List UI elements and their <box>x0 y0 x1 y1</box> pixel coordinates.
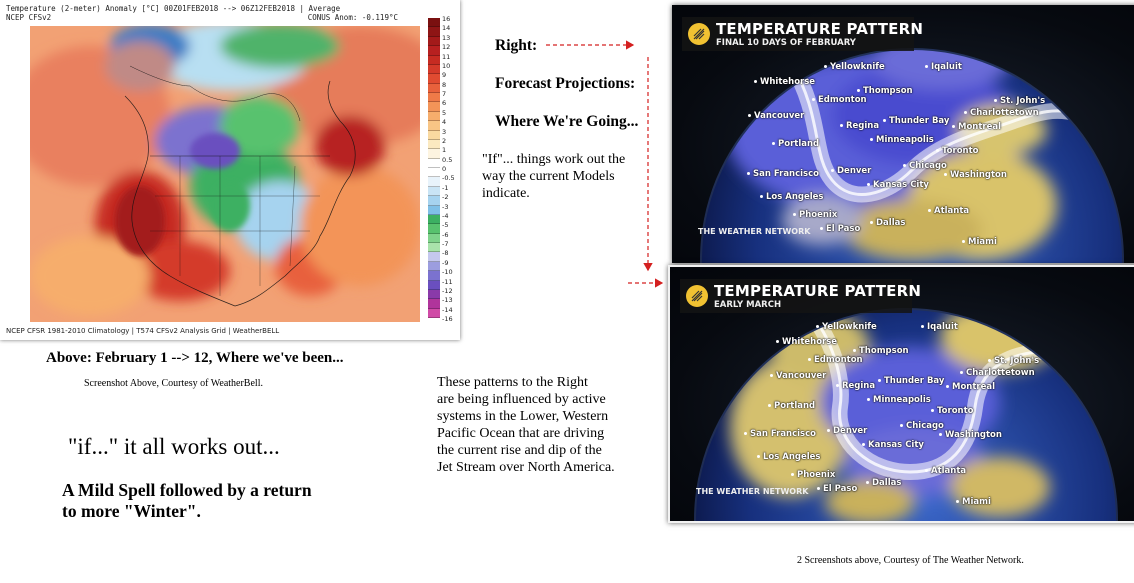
colorbar-tick-label: -7 <box>442 240 449 248</box>
city-label: Whitehorse <box>782 337 838 347</box>
colorbar-swatch <box>428 309 440 318</box>
text-patterns-line-4: Pacific Ocean that are driving <box>437 426 605 441</box>
label-right: Right: <box>495 37 538 54</box>
caption-mild-spell-line-2: to more "Winter". <box>62 501 201 521</box>
city-label: Yellowknife <box>830 62 885 72</box>
colorbar-tick-label: 2 <box>442 136 447 145</box>
colorbar <box>428 18 440 318</box>
colorbar-swatch <box>428 168 440 177</box>
colorbar-tick-label: 12 <box>442 43 451 52</box>
colorbar-swatch <box>428 252 440 261</box>
colorbar-tick-label: 6 <box>442 99 447 108</box>
colorbar-tick-label: -6 <box>442 230 449 239</box>
colorbar-tick-label: -11 <box>442 277 453 286</box>
city-label: Regina <box>842 381 876 391</box>
colorbar-swatch <box>428 196 440 205</box>
colorbar-swatch <box>428 215 440 224</box>
city-label: Miami <box>962 497 991 507</box>
city-label: Minneapolis <box>873 395 931 405</box>
city-label: Montreal <box>958 122 1002 132</box>
colorbar-swatch <box>428 234 440 243</box>
city-label: Los Angeles <box>763 452 821 462</box>
city-label: St. John's <box>1000 96 1046 106</box>
city-label: Chicago <box>906 421 944 431</box>
colorbar-swatch <box>428 65 440 74</box>
colorbar-tick-label: 16 <box>442 15 451 23</box>
colorbar-tick-label: -2 <box>442 193 449 202</box>
text-patterns-line-3: systems in the Lower, Western <box>437 409 609 424</box>
city-label: Washington <box>950 170 1007 180</box>
twn-brand: THE WEATHER NETWORK <box>696 487 809 496</box>
city-label: Charlottetown <box>966 368 1035 378</box>
text-patterns-line-5: the current rise and dip of the <box>437 443 602 458</box>
colorbar-tick-label: -8 <box>442 249 449 258</box>
colorbar-swatch <box>428 131 440 140</box>
city-label: Vancouver <box>776 371 827 381</box>
city-label: Atlanta <box>934 206 970 216</box>
colorbar-tick-label: -4 <box>442 211 449 220</box>
colorbar-tick-label: 0.5 <box>442 155 453 164</box>
colorbar-swatch <box>428 121 440 130</box>
colorbar-swatch <box>428 18 440 27</box>
city-label: Dallas <box>872 478 902 488</box>
cfs-header-title: Temperature (2-meter) Anomaly [°C] 00Z01FEB2018 --> 06Z12FEB2018 | Average <box>6 4 341 13</box>
city-label: Denver <box>833 426 868 436</box>
city-label: Edmonton <box>814 355 863 365</box>
colorbar-swatch <box>428 112 440 121</box>
colorbar-swatch <box>428 140 440 149</box>
text-patterns-line-1: These patterns to the Right <box>437 375 588 390</box>
city-label: Miami <box>968 237 997 247</box>
cfs-footer: NCEP CFSR 1981-2010 Climatology | T574 CFSv2 Analysis Grid | WeatherBELL <box>6 327 280 335</box>
colorbar-tick-label: 3 <box>442 127 447 136</box>
city-label: Portland <box>774 401 816 411</box>
temperature-anomaly-map <box>30 26 420 322</box>
colorbar-tick-label: 11 <box>442 52 451 61</box>
colorbar-swatch <box>428 93 440 102</box>
colorbar-tick-label: -5 <box>442 221 449 230</box>
city-label: Denver <box>837 166 872 176</box>
colorbar-swatch <box>428 159 440 168</box>
twn-title: TEMPERATURE PATTERN <box>714 282 922 300</box>
label-forecast-projections: Forecast Projections: <box>495 75 636 92</box>
colorbar-tick-label: 5 <box>442 108 447 117</box>
colorbar-swatch <box>428 243 440 252</box>
colorbar-swatch <box>428 271 440 280</box>
city-label: Iqaluit <box>931 62 962 72</box>
colorbar-swatch <box>428 262 440 271</box>
caption-where-weve-been: Above: February 1 --> 12, Where we've been... <box>46 350 344 366</box>
twn-title-box <box>682 17 924 51</box>
city-label: Toronto <box>937 406 974 416</box>
city-label: Regina <box>846 121 880 131</box>
colorbar-swatch <box>428 37 440 46</box>
city-label: Charlottetown <box>970 108 1039 118</box>
caption-mild-spell-line-1: A Mild Spell followed by a return <box>62 480 312 500</box>
city-label: Iqaluit <box>927 322 958 332</box>
colorbar-swatch <box>428 206 440 215</box>
colorbar-tick-label: 7 <box>442 90 447 98</box>
twn-subtitle: EARLY MARCH <box>714 300 782 310</box>
city-label: Vancouver <box>754 111 805 121</box>
city-label: San Francisco <box>753 169 819 179</box>
city-label: Phoenix <box>799 210 838 220</box>
colorbar-swatch <box>428 281 440 290</box>
temperature-pattern-logo-icon <box>686 285 708 307</box>
city-label: Phoenix <box>797 470 836 480</box>
colorbar-tick-label: -9 <box>442 258 449 267</box>
twn-map-final-10-days-feb <box>672 5 1134 263</box>
cfs-header-model: NCEP CFSv2 <box>6 13 52 22</box>
city-label: San Francisco <box>750 429 816 439</box>
cfsv2-anomaly-map-panel <box>0 0 460 340</box>
colorbar-tick-label: 13 <box>442 33 451 42</box>
twn-title: TEMPERATURE PATTERN <box>716 20 924 38</box>
city-label: Toronto <box>942 146 979 156</box>
city-label: Kansas City <box>868 440 924 450</box>
colorbar-swatch <box>428 224 440 233</box>
city-label: Yellowknife <box>822 322 877 332</box>
city-label: Thunder Bay <box>884 376 945 386</box>
colorbar-ticks <box>442 15 460 323</box>
colorbar-tick-label: -0.5 <box>442 174 455 183</box>
colorbar-tick-label: -13 <box>442 296 453 305</box>
city-label: Thompson <box>859 346 909 356</box>
twn-map-early-march <box>668 265 1134 523</box>
colorbar-tick-label: 1 <box>442 146 447 155</box>
colorbar-swatch <box>428 74 440 83</box>
city-label: Chicago <box>909 161 947 171</box>
city-label: El Paso <box>823 484 858 494</box>
text-patterns-line-2: are being influenced by active <box>437 392 606 407</box>
twn-subtitle: FINAL 10 DAYS OF FEBRUARY <box>716 38 856 48</box>
caption-courtesy-weatherbell: Screenshot Above, Courtesy of WeatherBell. <box>84 378 263 389</box>
colorbar-tick-label: 9 <box>442 71 447 80</box>
colorbar-tick-label: 14 <box>442 24 451 33</box>
caption-if-it-works-out: "if..." it all works out... <box>68 434 280 459</box>
colorbar-tick-label: -1 <box>442 183 449 192</box>
colorbar-swatch <box>428 102 440 111</box>
city-label: Washington <box>945 430 1002 440</box>
city-label: Edmonton <box>818 95 867 105</box>
colorbar-tick-label: -3 <box>442 202 449 211</box>
caption-courtesy-weather-network: 2 Screenshots above, Courtesy of The Weather Network. <box>797 555 1024 566</box>
city-label: Minneapolis <box>876 135 934 145</box>
colorbar-tick-label: -10 <box>442 268 453 277</box>
twn-brand: THE WEATHER NETWORK <box>698 227 811 236</box>
colorbar-swatch <box>428 149 440 158</box>
text-if-models-line-2: way the current Models <box>482 169 615 184</box>
city-label: El Paso <box>826 224 861 234</box>
cfs-header-conus-anomaly: CONUS Anom: -0.119°C <box>307 13 398 22</box>
city-label: Los Angeles <box>766 192 824 202</box>
colorbar-swatch <box>428 187 440 196</box>
twn-title-box <box>680 279 922 313</box>
text-if-models-line-3: indicate. <box>482 186 530 201</box>
city-label: Portland <box>778 139 820 149</box>
colorbar-tick-label: 8 <box>442 80 447 89</box>
colorbar-swatch <box>428 177 440 186</box>
colorbar-swatch <box>428 27 440 36</box>
city-label: Thunder Bay <box>889 116 950 126</box>
colorbar-swatch <box>428 299 440 308</box>
text-if-models-line-1: "If"... things work out the <box>482 152 626 167</box>
city-label: Dallas <box>876 218 906 228</box>
colorbar-tick-label: -14 <box>442 305 453 314</box>
city-label: Whitehorse <box>760 77 816 87</box>
colorbar-tick-label: -12 <box>442 286 453 295</box>
colorbar-swatch <box>428 56 440 65</box>
colorbar-tick-label: -16 <box>442 315 453 323</box>
colorbar-tick-label: 10 <box>442 61 451 70</box>
colorbar-swatch <box>428 46 440 55</box>
city-label: Atlanta <box>931 466 967 476</box>
city-label: Thompson <box>863 86 913 96</box>
colorbar-tick-label: 0 <box>442 165 447 173</box>
colorbar-tick-label: 4 <box>442 118 447 127</box>
text-patterns-line-6: Jet Stream over North America. <box>437 460 615 475</box>
colorbar-swatch <box>428 84 440 93</box>
temperature-pattern-logo-icon <box>688 23 710 45</box>
city-label: Montreal <box>952 382 996 392</box>
colorbar-swatch <box>428 290 440 299</box>
city-label: St. John's <box>994 356 1040 366</box>
city-label: Kansas City <box>873 180 929 190</box>
label-where-were-going: Where We're Going... <box>495 113 639 130</box>
